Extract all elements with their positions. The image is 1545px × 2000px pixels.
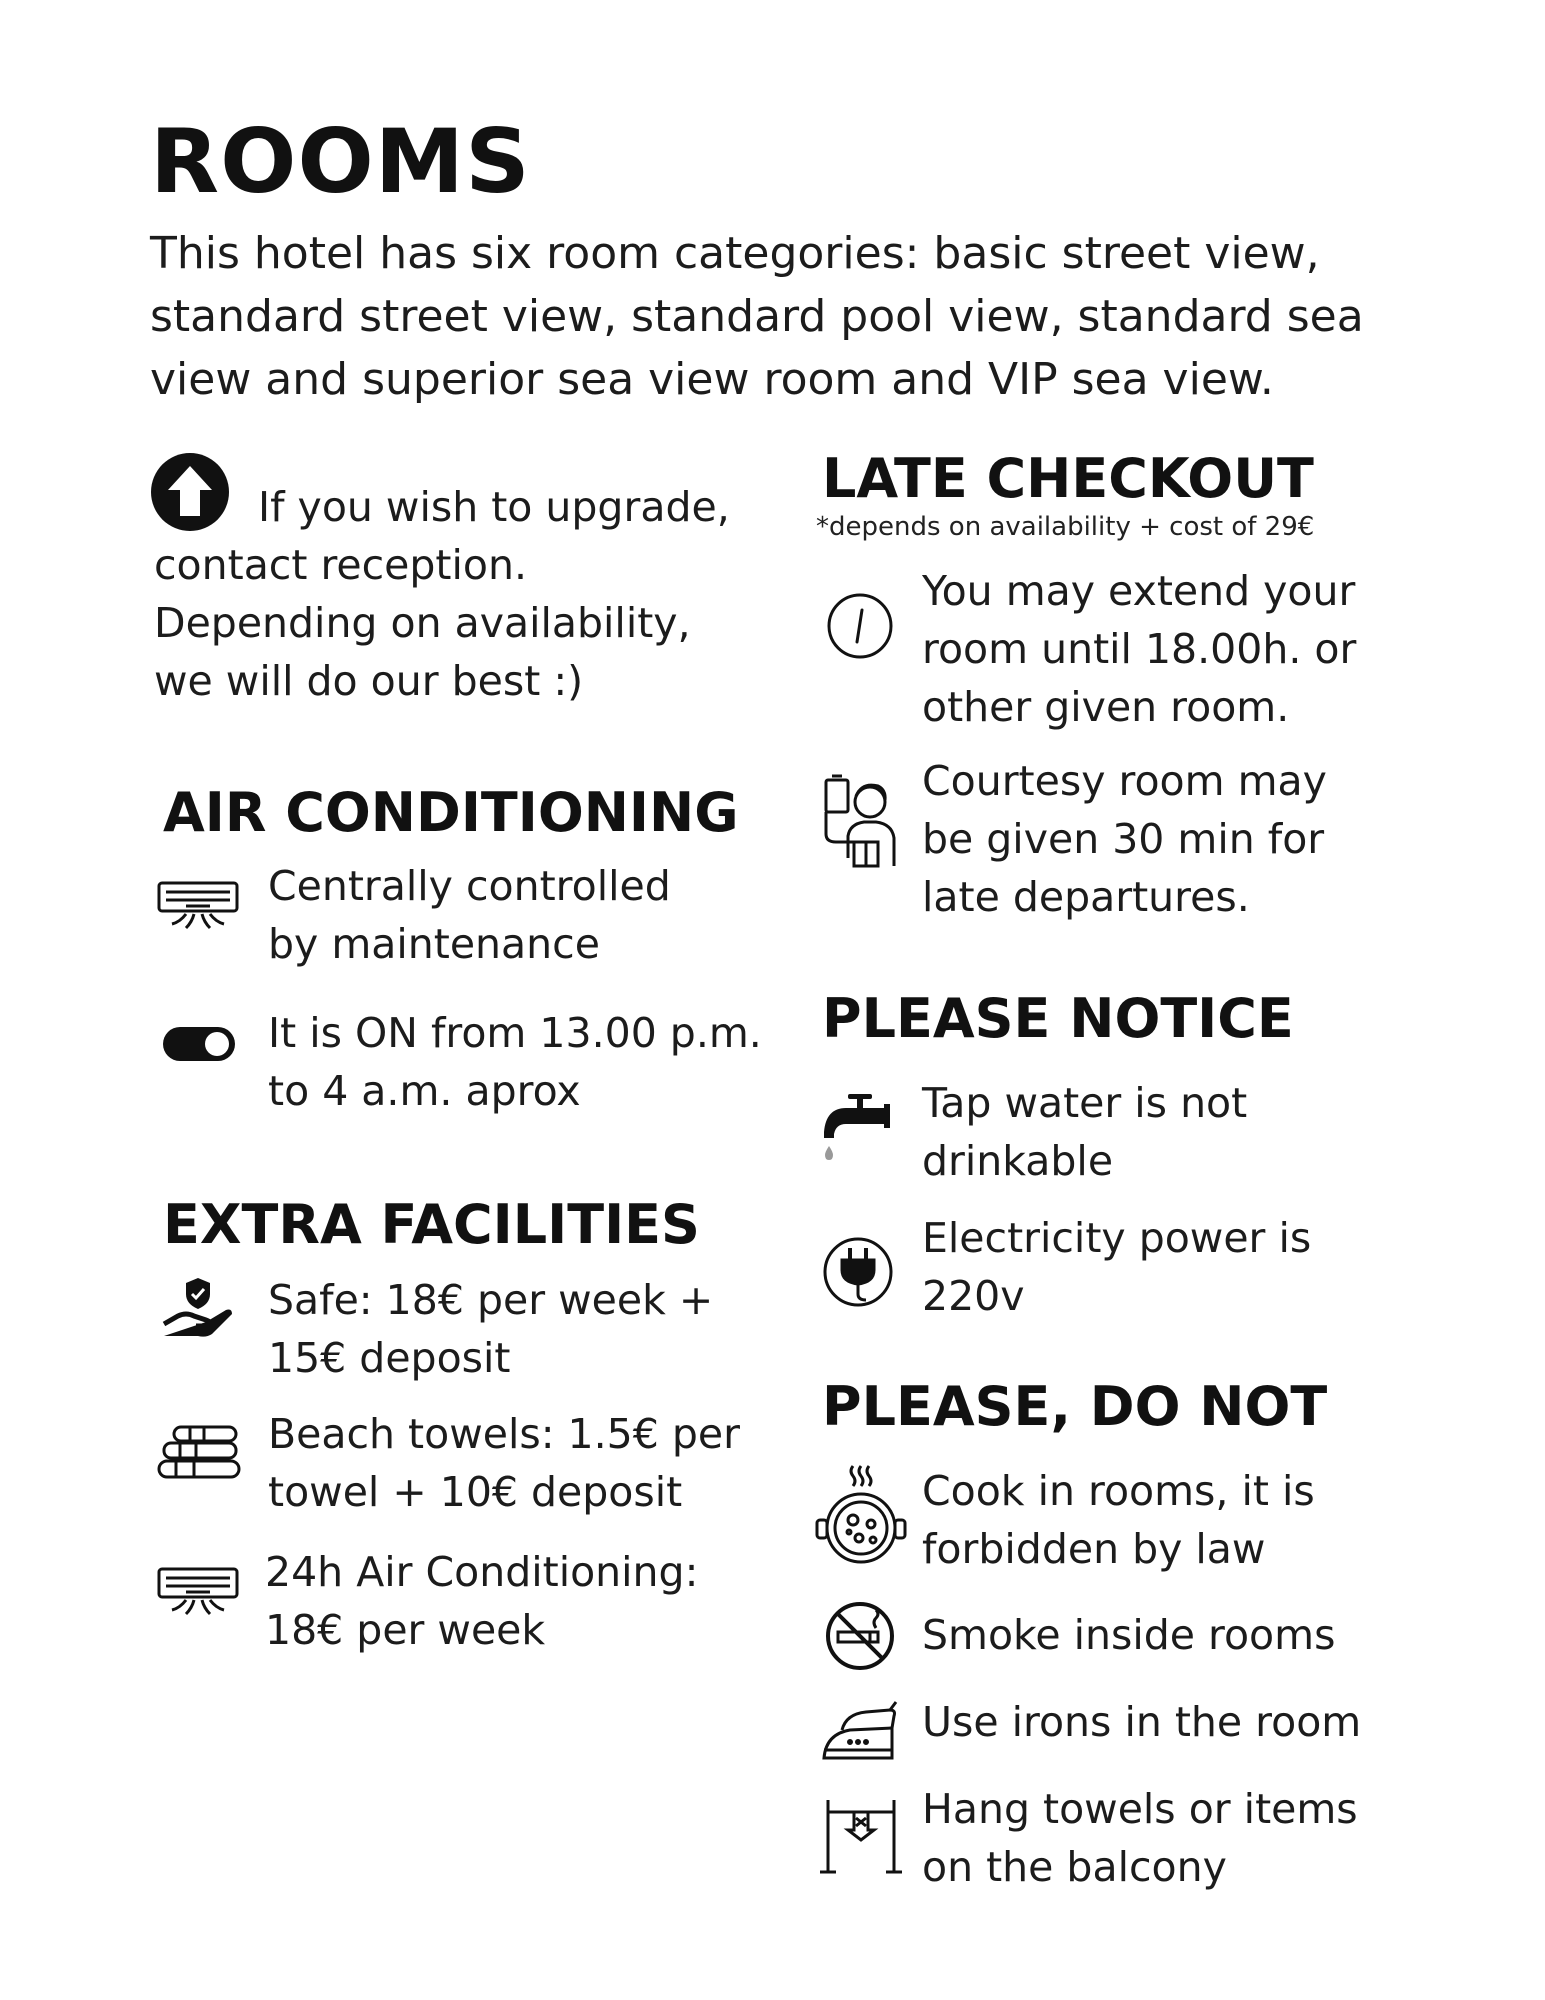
ac-item-2-line-1: It is ON from 13.00 p.m. <box>268 1009 762 1057</box>
balcony-hanging-icon <box>818 1798 904 1874</box>
late-item-1-line-2: room until 18.00h. or <box>922 625 1357 673</box>
toggle-on-icon <box>162 1026 236 1062</box>
extra-item-2-line-2: towel + 10€ deposit <box>268 1468 683 1516</box>
ac-item-1-line-1: Centrally controlled <box>268 862 671 910</box>
towels-icon <box>156 1424 242 1480</box>
page-title: ROOMS <box>150 110 531 213</box>
ac-item-1-line-2: by maintenance <box>268 920 600 968</box>
do-not-item-1-line-2: forbidden by law <box>922 1525 1266 1573</box>
extra-item-2-line-1: Beach towels: 1.5€ per <box>268 1410 740 1458</box>
extra-item-1-line-2: 15€ deposit <box>268 1334 511 1382</box>
do-not-item-2-line-1: Smoke inside rooms <box>922 1611 1336 1659</box>
notice-item-1-line-2: drinkable <box>922 1137 1114 1185</box>
late-checkout-note: *depends on availability + cost of 29€ <box>816 512 1315 542</box>
do-not-item-1-line-1: Cook in rooms, it is <box>922 1467 1315 1515</box>
safe-hand-shield-icon <box>160 1274 236 1344</box>
late-item-2-line-2: be given 30 min for <box>922 815 1325 863</box>
notice-item-2-line-1: Electricity power is <box>922 1214 1312 1262</box>
late-item-2-line-3: late departures. <box>922 873 1250 921</box>
late-item-1-line-3: other given room. <box>922 683 1290 731</box>
extra-facilities-heading: EXTRA FACILITIES <box>163 1193 700 1256</box>
intro-text: This hotel has six room categories: basic street view, standard street view, standard pool view, standard sea view and superior sea view room and VIP sea view. <box>150 228 1364 405</box>
late-checkout-heading: LATE CHECKOUT <box>822 447 1314 510</box>
upgrade-line-1: If you wish to upgrade, <box>258 483 730 531</box>
upgrade-line-2: contact reception. <box>154 541 528 589</box>
upgrade-line-4: we will do our best :) <box>154 657 584 705</box>
tap-water-icon <box>822 1092 898 1164</box>
late-item-2-line-1: Courtesy room may <box>922 757 1327 805</box>
air-conditioning-heading: AIR CONDITIONING <box>163 781 739 844</box>
extra-item-3-line-2: 18€ per week <box>265 1606 546 1654</box>
air-conditioner-icon <box>156 1566 240 1620</box>
extra-item-1-line-1: Safe: 18€ per week + <box>268 1276 714 1324</box>
no-smoking-icon <box>824 1600 896 1672</box>
power-plug-icon <box>822 1236 894 1308</box>
late-item-1-line-1: You may extend your <box>922 567 1356 615</box>
do-not-item-3-line-1: Use irons in the room <box>922 1698 1362 1746</box>
iron-icon <box>820 1700 900 1766</box>
do-not-item-4-line-1: Hang towels or items <box>922 1785 1358 1833</box>
arrow-up-circle-icon <box>150 452 230 532</box>
cooking-pot-icon <box>815 1462 907 1566</box>
please-do-not-heading: PLEASE, DO NOT <box>822 1375 1328 1438</box>
do-not-item-4-line-2: on the balcony <box>922 1843 1227 1891</box>
extra-item-3-line-1: 24h Air Conditioning: <box>265 1548 699 1596</box>
please-notice-heading: PLEASE NOTICE <box>822 987 1294 1050</box>
ac-item-2-line-2: to 4 a.m. aprox <box>268 1067 581 1115</box>
bellboy-luggage-icon <box>818 772 904 872</box>
notice-item-2-line-2: 220v <box>922 1272 1025 1320</box>
notice-item-1-line-1: Tap water is not <box>922 1079 1248 1127</box>
upgrade-line-3: Depending on availability, <box>154 599 691 647</box>
air-conditioner-icon <box>156 880 240 934</box>
clock-icon <box>826 592 894 660</box>
